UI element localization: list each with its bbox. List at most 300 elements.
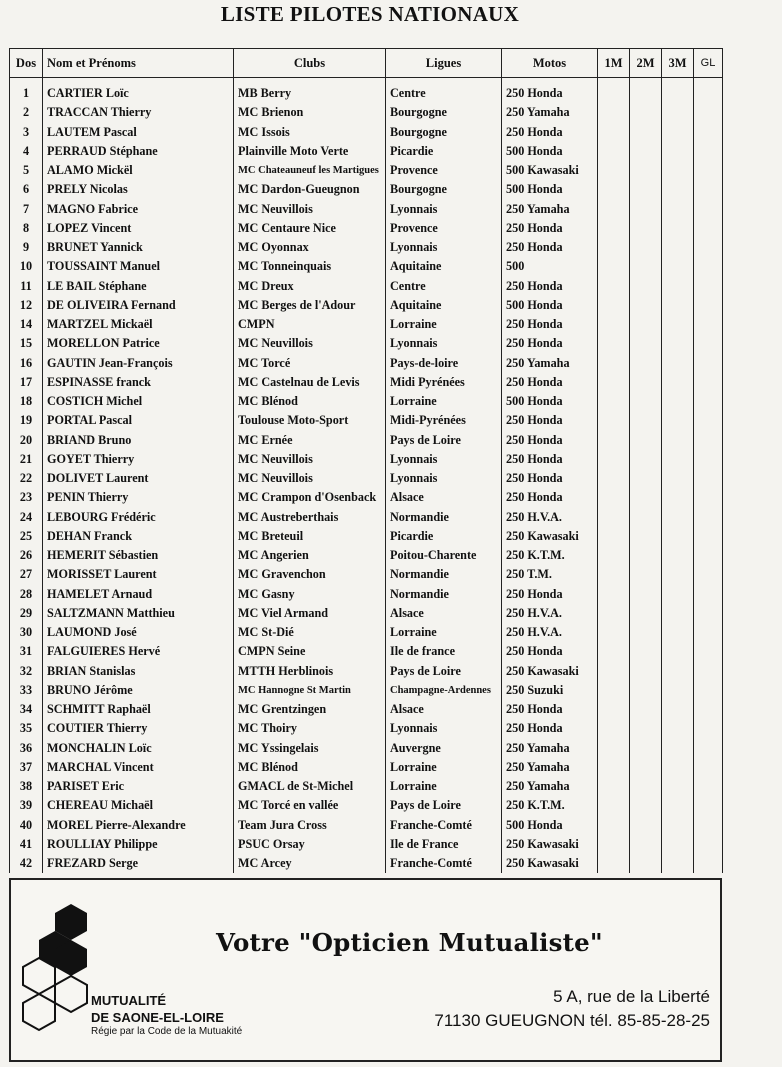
- result-cell-3m: [662, 277, 694, 296]
- result-cell-gl: [694, 604, 723, 623]
- result-cell-3m: [662, 392, 694, 411]
- pilot-ligue: Alsace: [386, 604, 502, 623]
- result-cell-3m: [662, 450, 694, 469]
- pilot-ligue: Normandie: [386, 585, 502, 604]
- pilot-name: PORTAL Pascal: [43, 411, 234, 430]
- result-cell-2m: [630, 623, 662, 642]
- pilot-club: Toulouse Moto-Sport: [234, 411, 386, 430]
- pilot-name: CHEREAU Michaël: [43, 796, 234, 815]
- result-cell-gl: [694, 508, 723, 527]
- result-cell-2m: [630, 78, 662, 104]
- pilot-moto: 250 Honda: [502, 700, 598, 719]
- result-cell-3m: [662, 354, 694, 373]
- pilot-moto: 250 Yamaha: [502, 200, 598, 219]
- result-cell-gl: [694, 816, 723, 835]
- result-cell-gl: [694, 796, 723, 815]
- result-cell-2m: [630, 296, 662, 315]
- pilot-club: MC Neuvillois: [234, 450, 386, 469]
- pilot-ligue: Lyonnais: [386, 238, 502, 257]
- pilot-club: MC Chateauneuf les Martigues: [234, 161, 386, 180]
- pilot-name: MORELLON Patrice: [43, 334, 234, 353]
- pilot-name: ALAMO Mickël: [43, 161, 234, 180]
- table-row: [10, 161, 723, 180]
- pilot-club: MC Torcé en vallée: [234, 796, 386, 815]
- pilot-ligue: Alsace: [386, 488, 502, 507]
- table-row: [10, 103, 723, 122]
- pilot-moto: 250 Honda: [502, 585, 598, 604]
- result-cell-2m: [630, 334, 662, 353]
- pilot-name: TRACCAN Thierry: [43, 103, 234, 122]
- pilot-ligue: Champagne-Ardennes: [386, 681, 502, 700]
- table-row: [10, 604, 723, 623]
- result-cell-gl: [694, 392, 723, 411]
- pilot-ligue: Poitou-Charente: [386, 546, 502, 565]
- pilot-name: PRELY Nicolas: [43, 180, 234, 199]
- organization-name: [91, 992, 224, 1026]
- result-cell-1m: [598, 103, 630, 122]
- result-cell-3m: [662, 161, 694, 180]
- table-row: [10, 431, 723, 450]
- pilot-name: MAGNO Fabrice: [43, 200, 234, 219]
- pilot-moto: 250 Kawasaki: [502, 662, 598, 681]
- pilot-dos: 30: [10, 623, 43, 642]
- result-cell-gl: [694, 642, 723, 661]
- result-cell-gl: [694, 546, 723, 565]
- pilot-dos: 15: [10, 334, 43, 353]
- table-row: [10, 469, 723, 488]
- result-cell-2m: [630, 816, 662, 835]
- pilot-ligue: Auvergne: [386, 739, 502, 758]
- result-cell-2m: [630, 219, 662, 238]
- result-cell-1m: [598, 180, 630, 199]
- result-cell-2m: [630, 257, 662, 276]
- result-cell-gl: [694, 354, 723, 373]
- table-row: [10, 854, 723, 873]
- pilot-dos: 17: [10, 373, 43, 392]
- organization-line-2: DE SAONE-EL-LOIRE: [91, 1010, 224, 1025]
- result-cell-2m: [630, 662, 662, 681]
- pilot-ligue: Bourgogne: [386, 123, 502, 142]
- pilot-ligue: Picardie: [386, 142, 502, 161]
- result-cell-3m: [662, 565, 694, 584]
- pilot-moto: 500 Kawasaki: [502, 161, 598, 180]
- pilot-dos: 26: [10, 546, 43, 565]
- ad-address: [434, 985, 710, 1033]
- table-row: [10, 296, 723, 315]
- pilot-dos: 7: [10, 200, 43, 219]
- result-cell-1m: [598, 527, 630, 546]
- address-city-phone: 71130 GUEUGNON tél. 85-85-28-25: [434, 1011, 710, 1030]
- result-cell-3m: [662, 78, 694, 104]
- pilot-name: DOLIVET Laurent: [43, 469, 234, 488]
- pilot-club: MB Berry: [234, 78, 386, 104]
- result-cell-2m: [630, 604, 662, 623]
- table-row: [10, 373, 723, 392]
- pilot-name: PENIN Thierry: [43, 488, 234, 507]
- pilot-dos: 4: [10, 142, 43, 161]
- pilot-ligue: Lyonnais: [386, 450, 502, 469]
- pilot-club: MC Grentzingen: [234, 700, 386, 719]
- pilot-club: MC Austreberthais: [234, 508, 386, 527]
- pilot-dos: 35: [10, 719, 43, 738]
- result-cell-1m: [598, 796, 630, 815]
- result-cell-3m: [662, 758, 694, 777]
- pilot-name: GOYET Thierry: [43, 450, 234, 469]
- result-cell-2m: [630, 354, 662, 373]
- pilot-club: MC Castelnau de Levis: [234, 373, 386, 392]
- table-row: [10, 277, 723, 296]
- pilot-club: MC Neuvillois: [234, 334, 386, 353]
- table-header-row: [10, 49, 723, 78]
- result-cell-1m: [598, 835, 630, 854]
- result-cell-gl: [694, 103, 723, 122]
- result-cell-1m: [598, 854, 630, 873]
- pilot-club: MC Torcé: [234, 354, 386, 373]
- result-cell-gl: [694, 565, 723, 584]
- pilot-moto: 250 H.V.A.: [502, 623, 598, 642]
- result-cell-2m: [630, 469, 662, 488]
- result-cell-gl: [694, 334, 723, 353]
- result-cell-3m: [662, 219, 694, 238]
- pilot-ligue: Centre: [386, 277, 502, 296]
- pilot-dos: 24: [10, 508, 43, 527]
- result-cell-3m: [662, 642, 694, 661]
- table-row: [10, 508, 723, 527]
- pilot-moto: 250 Yamaha: [502, 777, 598, 796]
- col-header-2m: 2M: [630, 49, 662, 78]
- result-cell-3m: [662, 681, 694, 700]
- table-row: [10, 123, 723, 142]
- pilot-moto: 500 Honda: [502, 142, 598, 161]
- col-header-dos: Dos: [10, 49, 43, 78]
- result-cell-1m: [598, 431, 630, 450]
- table-row: [10, 78, 723, 104]
- pilot-name: LAUTEM Pascal: [43, 123, 234, 142]
- pilot-dos: 32: [10, 662, 43, 681]
- result-cell-3m: [662, 604, 694, 623]
- table-row: [10, 257, 723, 276]
- pilot-club: MC Berges de l'Adour: [234, 296, 386, 315]
- pilot-club: Team Jura Cross: [234, 816, 386, 835]
- pilot-club: GMACL de St-Michel: [234, 777, 386, 796]
- pilot-moto: 500 Honda: [502, 180, 598, 199]
- result-cell-1m: [598, 623, 630, 642]
- result-cell-1m: [598, 777, 630, 796]
- pilot-ligue: Centre: [386, 78, 502, 104]
- pilot-name: LEBOURG Frédéric: [43, 508, 234, 527]
- result-cell-3m: [662, 103, 694, 122]
- pilot-ligue: Pays-de-loire: [386, 354, 502, 373]
- pilot-dos: 23: [10, 488, 43, 507]
- pilot-name: PERRAUD Stéphane: [43, 142, 234, 161]
- pilot-moto: 250 Honda: [502, 315, 598, 334]
- pilot-moto: 250 Suzuki: [502, 681, 598, 700]
- pilot-name: FALGUIERES Hervé: [43, 642, 234, 661]
- result-cell-gl: [694, 277, 723, 296]
- pilot-moto: 250 Yamaha: [502, 739, 598, 758]
- pilot-moto: 250 Honda: [502, 411, 598, 430]
- table-row: [10, 527, 723, 546]
- hexagon-logo-icon: [21, 900, 93, 1050]
- pilot-name: DEHAN Franck: [43, 527, 234, 546]
- pilot-moto: 250 Honda: [502, 450, 598, 469]
- result-cell-2m: [630, 777, 662, 796]
- result-cell-gl: [694, 315, 723, 334]
- pilot-ligue: Ile de France: [386, 835, 502, 854]
- pilot-dos: 19: [10, 411, 43, 430]
- result-cell-2m: [630, 161, 662, 180]
- table-row: [10, 315, 723, 334]
- result-cell-gl: [694, 142, 723, 161]
- result-cell-gl: [694, 411, 723, 430]
- pilot-name: BRIAN Stanislas: [43, 662, 234, 681]
- pilot-name: LAUMOND José: [43, 623, 234, 642]
- result-cell-1m: [598, 296, 630, 315]
- result-cell-gl: [694, 719, 723, 738]
- result-cell-2m: [630, 450, 662, 469]
- result-cell-1m: [598, 508, 630, 527]
- result-cell-gl: [694, 758, 723, 777]
- pilot-ligue: Franche-Comté: [386, 854, 502, 873]
- result-cell-3m: [662, 623, 694, 642]
- result-cell-1m: [598, 373, 630, 392]
- result-cell-2m: [630, 835, 662, 854]
- pilot-moto: 250 K.T.M.: [502, 546, 598, 565]
- address-street: 5 A, rue de la Liberté: [553, 987, 710, 1006]
- pilot-dos: 11: [10, 277, 43, 296]
- result-cell-1m: [598, 219, 630, 238]
- result-cell-2m: [630, 585, 662, 604]
- result-cell-2m: [630, 758, 662, 777]
- pilot-moto: 250 Honda: [502, 123, 598, 142]
- table-row: [10, 796, 723, 815]
- table-row: [10, 565, 723, 584]
- result-cell-3m: [662, 431, 694, 450]
- result-cell-gl: [694, 219, 723, 238]
- pilot-dos: 1: [10, 78, 43, 104]
- table-row: [10, 719, 723, 738]
- pilot-dos: 25: [10, 527, 43, 546]
- pilot-moto: 250 Honda: [502, 431, 598, 450]
- advertisement-box: [9, 878, 722, 1062]
- result-cell-gl: [694, 373, 723, 392]
- pilot-name: SCHMITT Raphaël: [43, 700, 234, 719]
- result-cell-gl: [694, 123, 723, 142]
- result-cell-1m: [598, 681, 630, 700]
- result-cell-gl: [694, 296, 723, 315]
- table-row: [10, 334, 723, 353]
- table-row: [10, 739, 723, 758]
- pilot-dos: 20: [10, 431, 43, 450]
- table-row: [10, 623, 723, 642]
- result-cell-1m: [598, 719, 630, 738]
- pilot-ligue: Provence: [386, 219, 502, 238]
- pilot-ligue: Pays de Loire: [386, 431, 502, 450]
- pilot-moto: 250 Honda: [502, 373, 598, 392]
- pilot-club: MC Blénod: [234, 392, 386, 411]
- pilot-name: MOREL Pierre-Alexandre: [43, 816, 234, 835]
- col-header-clubs: Clubs: [234, 49, 386, 78]
- col-header-motos: Motos: [502, 49, 598, 78]
- pilot-club: MC Arcey: [234, 854, 386, 873]
- pilot-club: MC Viel Armand: [234, 604, 386, 623]
- pilot-dos: 6: [10, 180, 43, 199]
- result-cell-3m: [662, 546, 694, 565]
- pilot-club: MC Thoiry: [234, 719, 386, 738]
- pilot-name: BRUNET Yannick: [43, 238, 234, 257]
- col-header-gl: GL: [694, 49, 723, 78]
- result-cell-3m: [662, 527, 694, 546]
- result-cell-1m: [598, 200, 630, 219]
- result-cell-1m: [598, 816, 630, 835]
- table-row: [10, 180, 723, 199]
- result-cell-1m: [598, 565, 630, 584]
- pilot-club: MC Gasny: [234, 585, 386, 604]
- pilot-club: MC Dardon-Gueugnon: [234, 180, 386, 199]
- result-cell-gl: [694, 469, 723, 488]
- result-cell-1m: [598, 123, 630, 142]
- pilot-moto: 250 Honda: [502, 334, 598, 353]
- result-cell-gl: [694, 200, 723, 219]
- result-cell-3m: [662, 334, 694, 353]
- table-row: [10, 488, 723, 507]
- pilot-dos: 21: [10, 450, 43, 469]
- result-cell-3m: [662, 700, 694, 719]
- pilot-name: ESPINASSE franck: [43, 373, 234, 392]
- result-cell-gl: [694, 662, 723, 681]
- result-cell-2m: [630, 392, 662, 411]
- pilot-name: MARCHAL Vincent: [43, 758, 234, 777]
- pilot-ligue: Normandie: [386, 565, 502, 584]
- result-cell-3m: [662, 411, 694, 430]
- result-cell-2m: [630, 488, 662, 507]
- pilot-dos: 42: [10, 854, 43, 873]
- result-cell-1m: [598, 488, 630, 507]
- pilot-name: LOPEZ Vincent: [43, 219, 234, 238]
- result-cell-gl: [694, 739, 723, 758]
- pilot-club: MC Crampon d'Osenback: [234, 488, 386, 507]
- pilot-ligue: Lorraine: [386, 777, 502, 796]
- result-cell-1m: [598, 546, 630, 565]
- result-cell-2m: [630, 103, 662, 122]
- table-row: [10, 642, 723, 661]
- result-cell-3m: [662, 200, 694, 219]
- result-cell-3m: [662, 854, 694, 873]
- result-cell-2m: [630, 277, 662, 296]
- pilot-dos: 34: [10, 700, 43, 719]
- result-cell-3m: [662, 719, 694, 738]
- organization-line-1: MUTUALITÉ: [91, 993, 167, 1008]
- result-cell-2m: [630, 508, 662, 527]
- pilot-dos: 14: [10, 315, 43, 334]
- pilot-moto: 500 Honda: [502, 816, 598, 835]
- result-cell-1m: [598, 585, 630, 604]
- result-cell-2m: [630, 739, 662, 758]
- table-row: [10, 585, 723, 604]
- pilot-ligue: Midi-Pyrénées: [386, 411, 502, 430]
- pilot-name: ROULLIAY Philippe: [43, 835, 234, 854]
- result-cell-gl: [694, 623, 723, 642]
- result-cell-gl: [694, 527, 723, 546]
- pilot-dos: 33: [10, 681, 43, 700]
- result-cell-gl: [694, 585, 723, 604]
- pilot-moto: 250 Honda: [502, 719, 598, 738]
- pilot-club: MTTH Herblinois: [234, 662, 386, 681]
- result-cell-1m: [598, 411, 630, 430]
- result-cell-gl: [694, 777, 723, 796]
- pilot-name: FREZARD Serge: [43, 854, 234, 873]
- result-cell-3m: [662, 508, 694, 527]
- pilot-dos: 8: [10, 219, 43, 238]
- pilot-name: TOUSSAINT Manuel: [43, 257, 234, 276]
- result-cell-gl: [694, 161, 723, 180]
- pilot-moto: 500: [502, 257, 598, 276]
- table-row: [10, 777, 723, 796]
- result-cell-2m: [630, 238, 662, 257]
- pilot-club: MC Hannogne St Martin: [234, 681, 386, 700]
- pilot-ligue: Bourgogne: [386, 103, 502, 122]
- pilot-club: Plainville Moto Verte: [234, 142, 386, 161]
- pilot-club: MC Ernée: [234, 431, 386, 450]
- result-cell-3m: [662, 796, 694, 815]
- result-cell-1m: [598, 142, 630, 161]
- pilot-name: SALTZMANN Matthieu: [43, 604, 234, 623]
- pilot-club: CMPN Seine: [234, 642, 386, 661]
- result-cell-3m: [662, 373, 694, 392]
- col-header-3m: 3M: [662, 49, 694, 78]
- result-cell-3m: [662, 315, 694, 334]
- result-cell-3m: [662, 469, 694, 488]
- result-cell-2m: [630, 200, 662, 219]
- pilot-name: MARTZEL Mickaël: [43, 315, 234, 334]
- pilots-table: [9, 48, 723, 873]
- pilot-moto: 250 Kawasaki: [502, 527, 598, 546]
- pilot-moto: 250 Honda: [502, 277, 598, 296]
- pilot-moto: 250 Honda: [502, 469, 598, 488]
- page-title: LISTE PILOTES NATIONAUX: [220, 2, 520, 26]
- pilot-club: MC Dreux: [234, 277, 386, 296]
- result-cell-gl: [694, 681, 723, 700]
- pilot-moto: 250 Honda: [502, 78, 598, 104]
- result-cell-1m: [598, 161, 630, 180]
- table-row: [10, 450, 723, 469]
- result-cell-1m: [598, 604, 630, 623]
- table-row: [10, 411, 723, 430]
- table-row: [10, 546, 723, 565]
- pilot-dos: 22: [10, 469, 43, 488]
- pilot-dos: 40: [10, 816, 43, 835]
- pilot-name: CARTIER Loïc: [43, 78, 234, 104]
- pilot-dos: 5: [10, 161, 43, 180]
- table-row: [10, 219, 723, 238]
- pilot-moto: 250 H.V.A.: [502, 508, 598, 527]
- result-cell-1m: [598, 277, 630, 296]
- result-cell-2m: [630, 373, 662, 392]
- result-cell-gl: [694, 78, 723, 104]
- pilot-dos: 16: [10, 354, 43, 373]
- pilot-name: PARISET Eric: [43, 777, 234, 796]
- pilot-dos: 38: [10, 777, 43, 796]
- pilot-ligue: Midi Pyrénées: [386, 373, 502, 392]
- pilot-moto: 250 Yamaha: [502, 354, 598, 373]
- pilot-name: MONCHALIN Loïc: [43, 739, 234, 758]
- result-cell-3m: [662, 257, 694, 276]
- result-cell-3m: [662, 835, 694, 854]
- result-cell-2m: [630, 142, 662, 161]
- result-cell-3m: [662, 585, 694, 604]
- table-row: [10, 238, 723, 257]
- col-header-1m: 1M: [598, 49, 630, 78]
